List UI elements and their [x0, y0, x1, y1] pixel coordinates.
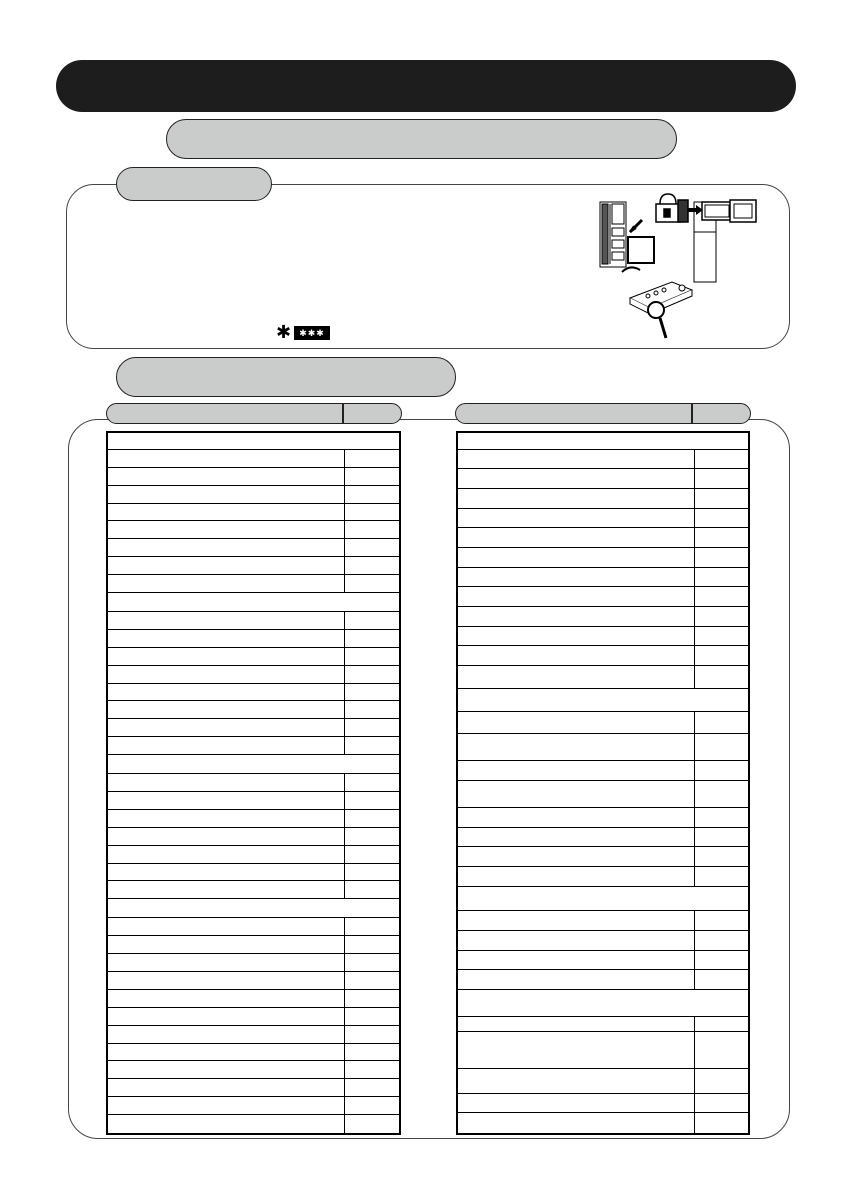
left-storage-table — [106, 431, 401, 1135]
table-row — [108, 881, 399, 899]
table-section-row — [108, 899, 399, 918]
table-value-cell — [694, 627, 748, 646]
table-row — [458, 646, 748, 666]
table-value-cell — [694, 528, 748, 547]
table-row — [108, 918, 399, 936]
table-value-cell — [344, 792, 399, 809]
table-row — [458, 469, 748, 489]
table-value-cell — [344, 575, 399, 592]
table-row — [458, 1113, 748, 1133]
table-value-cell — [694, 951, 748, 970]
right-column-header — [455, 403, 751, 424]
table-value-cell — [344, 630, 399, 647]
table-value-cell — [694, 761, 748, 780]
table-row — [108, 648, 399, 666]
table-value-cell — [344, 557, 399, 574]
table-value-cell — [344, 1097, 399, 1114]
table-value-cell — [694, 509, 748, 528]
table-row — [108, 450, 399, 468]
table-row — [108, 521, 399, 539]
table-row — [458, 548, 748, 568]
table-row — [108, 666, 399, 684]
table-row — [108, 954, 399, 972]
table-value-cell — [344, 810, 399, 827]
table-section-row — [108, 755, 399, 774]
closed-fridge-icon — [694, 200, 756, 282]
table-value-cell — [694, 808, 748, 827]
table-row — [458, 528, 748, 548]
table-row — [108, 972, 399, 990]
sub-title-banner — [166, 119, 677, 159]
asterisk-icon: ✱ — [276, 322, 292, 342]
table-row — [108, 1079, 399, 1097]
table-value-cell — [344, 612, 399, 629]
table-value-cell — [344, 1044, 399, 1061]
table-row — [108, 936, 399, 954]
table-value-cell — [694, 450, 748, 469]
table-value-cell — [344, 828, 399, 845]
table-row — [458, 931, 748, 951]
left-header-divider — [342, 404, 344, 423]
left-column-header — [106, 403, 402, 424]
table-value-cell — [694, 548, 748, 567]
table-value-cell — [694, 666, 748, 688]
table-row — [108, 810, 399, 828]
table-row — [458, 1069, 748, 1094]
table-value-cell — [694, 1094, 748, 1113]
table-value-cell — [694, 607, 748, 626]
right-storage-table — [456, 431, 750, 1135]
table-row — [458, 1017, 748, 1031]
table-value-cell — [694, 867, 748, 886]
right-header-divider — [691, 404, 693, 423]
table-row — [458, 587, 748, 607]
table-row — [108, 792, 399, 810]
table-row — [108, 1044, 399, 1062]
table-row — [108, 864, 399, 882]
table-value-cell — [694, 712, 748, 734]
table-value-cell — [344, 1079, 399, 1096]
table-row — [108, 486, 399, 504]
table-row — [108, 737, 399, 755]
table-row — [458, 970, 748, 990]
table-row — [108, 701, 399, 719]
table-row — [458, 568, 748, 588]
table-value-cell — [344, 1026, 399, 1043]
table-value-cell — [344, 1115, 399, 1133]
table-row — [108, 1097, 399, 1115]
table-value-cell — [344, 684, 399, 701]
table-row — [458, 712, 748, 735]
three-star-badge: ✱✱✱ — [294, 326, 330, 340]
table-section-row — [458, 990, 748, 1017]
lock-icon — [656, 194, 688, 222]
table-value-cell — [694, 469, 748, 488]
table-row — [108, 1061, 399, 1079]
table-value-cell — [694, 911, 748, 930]
table-row — [108, 774, 399, 792]
table-row — [458, 489, 748, 509]
table-row — [108, 684, 399, 702]
table-value-cell — [344, 846, 399, 863]
table-value-cell — [344, 881, 399, 898]
table-value-cell — [344, 468, 399, 485]
table-value-cell — [344, 701, 399, 718]
table-value-cell — [344, 972, 399, 989]
table-value-cell — [694, 1069, 748, 1093]
table-row — [458, 627, 748, 647]
table-value-cell — [694, 970, 748, 989]
table-row — [108, 612, 399, 630]
table-section-row — [108, 593, 399, 612]
table-value-cell — [344, 774, 399, 791]
table-row — [108, 846, 399, 864]
table-value-cell — [694, 646, 748, 665]
table-row — [458, 1094, 748, 1114]
table-value-cell — [694, 828, 748, 847]
table-row — [458, 450, 748, 470]
table-value-cell — [694, 734, 748, 760]
table-value-cell — [344, 666, 399, 683]
open-fridge-icon — [600, 202, 654, 272]
table-row — [458, 1032, 748, 1069]
table-row — [108, 990, 399, 1008]
table-row — [108, 630, 399, 648]
table-row — [458, 867, 748, 887]
table-row — [458, 951, 748, 971]
table-value-cell — [694, 847, 748, 866]
magnifier-icon — [648, 302, 666, 338]
table-row — [458, 808, 748, 828]
table-value-cell — [344, 936, 399, 953]
table-value-cell — [344, 1008, 399, 1025]
table-section-row — [108, 433, 399, 450]
table-row — [108, 1026, 399, 1044]
table-value-cell — [344, 864, 399, 881]
table-value-cell — [344, 504, 399, 521]
table-value-cell — [694, 1113, 748, 1133]
table-row — [458, 781, 748, 808]
table-row — [458, 847, 748, 867]
table-value-cell — [694, 568, 748, 587]
table-row — [108, 557, 399, 575]
table-value-cell — [694, 1017, 748, 1030]
table-row — [108, 539, 399, 557]
table-value-cell — [694, 489, 748, 508]
table-section-row — [458, 689, 748, 712]
table-value-cell — [344, 990, 399, 1007]
table-row — [458, 509, 748, 529]
table-value-cell — [344, 737, 399, 754]
table-value-cell — [344, 539, 399, 556]
table-value-cell — [344, 719, 399, 736]
table-row — [108, 575, 399, 593]
table-section-row — [458, 887, 748, 912]
table-row — [108, 1008, 399, 1026]
table-value-cell — [344, 954, 399, 971]
main-title-banner — [56, 60, 796, 112]
table-value-cell — [694, 1032, 748, 1068]
table-value-cell — [694, 781, 748, 807]
table-value-cell — [344, 648, 399, 665]
table-row — [458, 607, 748, 627]
table-section-tab — [116, 357, 456, 397]
table-row — [458, 761, 748, 781]
table-row — [108, 719, 399, 737]
table-section-row — [458, 433, 748, 450]
table-value-cell — [344, 918, 399, 935]
refrigerator-illustration — [590, 192, 760, 342]
table-value-cell — [694, 931, 748, 950]
table-row — [458, 911, 748, 931]
table-value-cell — [344, 450, 399, 467]
table-value-cell — [344, 521, 399, 538]
table-value-cell — [694, 587, 748, 606]
table-value-cell — [344, 486, 399, 503]
table-row — [108, 504, 399, 522]
table-row — [108, 468, 399, 486]
table-row — [458, 666, 748, 689]
table-value-cell — [344, 1061, 399, 1078]
info-section-tab — [116, 167, 272, 201]
table-row — [458, 828, 748, 848]
table-row — [108, 1115, 399, 1133]
table-row — [108, 828, 399, 846]
table-row — [458, 734, 748, 761]
